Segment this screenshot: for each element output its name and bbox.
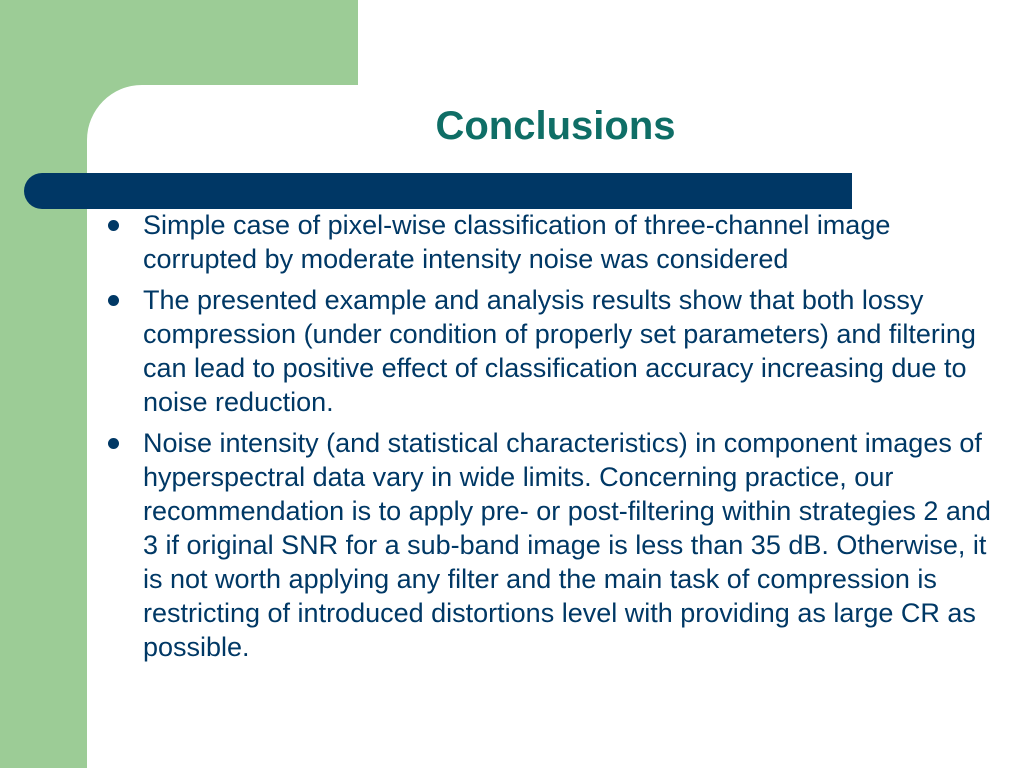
- bullet-text: Noise intensity (and statistical characteristics) in component images of hyperspectral data vary in wide limits. Concerning practice, our recommendation is to apply pre- or post-filtering within strategies 2 and 3 if original SNR for a sub-band image is less than 35 dB. Otherwise, it is not worth applying any filter and the main task of compression is restricting of introduced distortions level with providing as large CR as possible.: [143, 428, 991, 662]
- bullet-text: The presented example and analysis results show that both lossy compression (under condition of properly set parameters) and filtering can lead to positive effect of classification accuracy increasing due to noise reduction.: [143, 285, 976, 417]
- bullet-list: [104, 208, 1004, 671]
- bullet-item: [104, 283, 1004, 419]
- title-underline-bar: [24, 173, 852, 209]
- bullet-dot-icon: [108, 220, 119, 231]
- bullet-item: [104, 208, 1004, 276]
- bullet-dot-icon: [108, 295, 119, 306]
- bullet-text: Simple case of pixel-wise classification of three-channel image corrupted by moderate intensity noise was considered: [143, 210, 891, 274]
- bullet-dot-icon: [108, 438, 119, 449]
- slide-title: Conclusions: [435, 104, 676, 148]
- bullet-item: [104, 426, 1004, 664]
